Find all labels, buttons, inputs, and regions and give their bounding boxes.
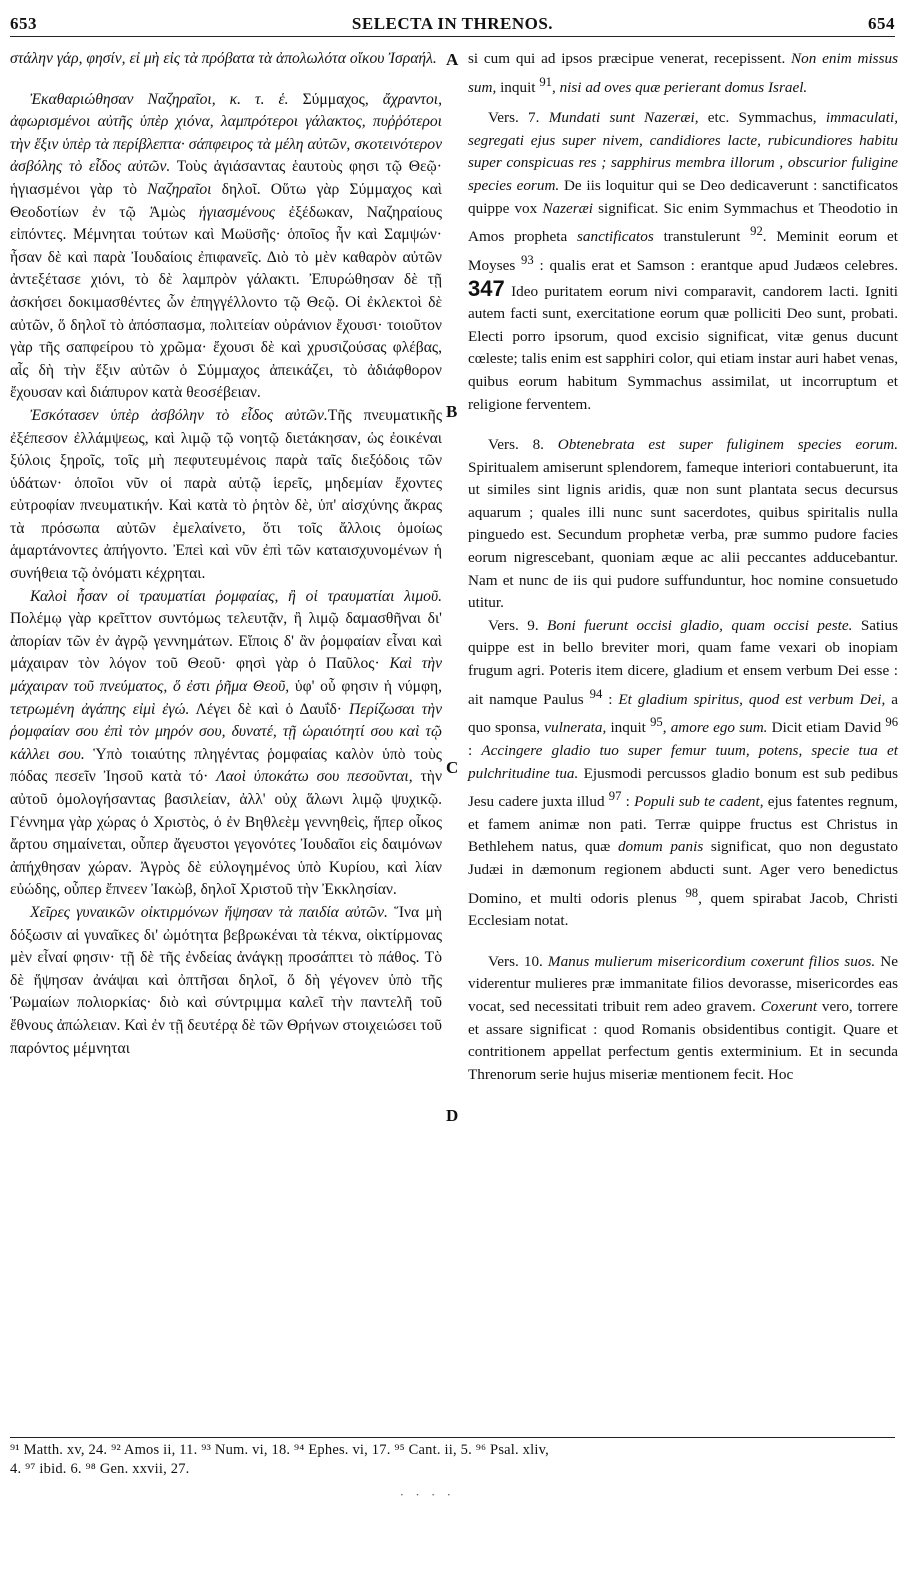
latin-paragraph-4: Vers. 9. Boni fuerunt occisi gladio, quam occisi peste. Satius quippe est in bello breviter mori, quam fame vexari ob inopiam frugum agri. Poteris item dicere, gladium et ensem verbum Dei esse : ait namque Paulus $^{94}$ : Et gladium spiritus, quod est verbum Dei, a quo sponsa, vulnerata, inquit $^{95}$, amore ego sum. Dicit etiam David $^{96}$ : Accingere gladio tuo super femur tuum, potens, specie tua et pulchritudine tua. Ejusmodi percussos gladio bonum est sub pedibus Jesu cadere juxta illud $^{97}$ : Populi sub te cadent, ejus fatentes regnum, et famem animæ non pati. Terræ quippe fructus est Christus in Bethlehem natus, quæ domum panis significat, quo non degustato Judæi in dæmonum regionem abducti sunt. Ager vero benedictus Domino, et multi odoris plenus $^{98}$, quem spirabat Jacob, Christi Ecclesiam notat. (468, 616, 899, 930)
latin-column (468, 48, 898, 1086)
footnote-ref: 93 (521, 252, 534, 267)
running-title: SELECTA IN THRENOS. (351, 14, 554, 33)
footnotes (10, 1441, 895, 1479)
section-number: 347 (468, 275, 505, 301)
latin-lemma: Mundati sunt Nazeræi, (548, 109, 699, 127)
greek-lemma: Ἐσκότασεν ὑπὲρ ἀσβόλην τὸ εἶδος αὐτῶν. (30, 406, 328, 424)
footnote-ref: 97 (608, 789, 622, 804)
greek-lemma: Καλοὶ ἦσαν οἱ τραυματίαι ῥομφαίας, ἢ οἱ τραυματίαι λιμοῦ. (30, 587, 442, 605)
latin-lemma: Boni fuerunt occisi gladio, quam occisi peste. (547, 616, 853, 634)
footnote-line-1: ⁹¹ Matth. xv, 24. ⁹² Amos ii, 11. ⁹³ Num. vi, 18. ⁹⁴ Ephes. vi, 17. ⁹⁵ Cant. ii, 5. ⁹⁶ Psal. xliv, (10, 1442, 549, 1458)
footnote-ref: 95 (650, 715, 663, 730)
greek-paragraph-2: Ἐκαθαριώθησαν Ναζηραῖοι, κ. τ. ἑ. Σύμμαχος, ἄχραντοι, ἀφωρισμένοι αὐτῆς ὑπὲρ χιόνα, λαμπρότεροι γάλακτος, πυῤῥότεροι τὴν ἕξιν ὑπὲρ τὰ περίβλεπτα· σάπφειρος τὰ μέλη αὐτῶν, σκοτεινότερον ἀσβόλης τὸ εἶδος αὐτῶν. Τοὺς ἁγιάσαντας ἑαυτοὺς φησι τῷ Θεῷ· ἡγιασμένοι γὰρ τὸ Ναζηραῖοι δηλοῖ. Οὕτω γὰρ Σύμμαχος καὶ Θεοδοτίων ἐν τῷ Ἀμὼς ἡγιασμένους ἐξέδωκαν, Ναζηραίους εἰπόντες. Μέμνηται τούτων καὶ Μωϋσῆς· ὁποῖος ἦν καὶ Σαμψών· ἦσαν δὲ καὶ παρὰ Ἰουδαίοις ἐπιφανεῖς. Διὸ τὸ μὲν καθαρὸν αὐτῶν ἀντεξέτασε χιόνι, τὸ δὲ λαμπρὸν γάλακτι. Ἐπυρώθησαν δὲ τῇ ἀσκήσει δοκιμασθέντες ὧν ἐπηγγέλλοντο τῷ Θεῷ. Οἱ ἐκλεκτοὶ δὲ αὐτῶν, ὅ δηλοῖ τὸ ἀπόσπασμα, πολιτείαν οὐράνιον ἔχουσι· τοιοῦτον γὰρ τῆς σαπφείρου τὸ χρῶμα· ἔχουσι δὲ καὶ χρυσιζούσας φλέβας, αἷς δὴ τὴν ἕξιν αὐτῶν ὁ Σύμμαχος ἀπεικάζει, τὸ ἀδιάφθορον ἔχουσαν καὶ διάπυρον κατὰ θεοσέβειαν. (10, 90, 443, 402)
greek-paragraph-3: Ἐσκότασεν ὑπὲρ ἀσβόλην τὸ εἶδος αὐτῶν.Τῆς πνευματικῆς ἐξέπεσον ἐλλάμψεως, καὶ λιμῷ τῷ νοητῷ διετάκησαν, ὡς ἐοικέναι ξύλοις ξηροῖς, τοῖς μὴ πεφυτευμένοις παρὰ ταῖς διεξόδοις τῶν ὑδάτων· ὁποῖοι νῦν οἱ παρὰ αὐτῷ ἱερεῖς, μηδεμίαν ἔχοντες εὐτροφίαν πνευματικήν. Καὶ κατὰ τὸ ῥητὸν δὲ, ὑπ' αἰσχύνης ἄκρας τὰ πρόσωπα αὐτῶν ἐμελαίνετο, ὅτι τοῖς ἄλλοις ὁμοίως ἁμαρτάνοντες ἀπήγοντο. Ἐπεὶ καὶ νῦν ἐπὶ τῶν καταισχυνομένων ἡ συνήθεια τῷ ὀνόματι κέχρηται. (10, 406, 442, 583)
page-number-left: 653 (10, 14, 37, 33)
latin-lemma: Obtenebrata est super fuliginem species eorum. (557, 436, 898, 454)
column-marker-b: B (446, 402, 458, 421)
latin-paragraph-3: Vers. 8. Obtenebrata est super fuliginem species eorum. Spiritualem amiserunt splendorem, fameque interiori contabuerunt, ita ut similes sint lignis aridis, quæ non sunt plantata secus decursus aquarum ; quales illi nunc sunt sacerdotes, quibus spiritalis nulla pinguedo est. Secundum prophetæ verba, præ summo pudore facies eorum nigrescebant, quoniam æque ac alii peccantes adducebantur. Nam et nunc de iis qui pudore suffunduntur, hoc nomine consuetudo utitur. (468, 436, 898, 612)
page-number-right: 654 (868, 14, 895, 33)
column-marker-d: D (446, 1106, 459, 1125)
greek-lemma: Ἐκαθαριώθησαν Ναζηραῖοι, κ. τ. ἑ. (30, 90, 289, 108)
footnote-ref: 94 (589, 686, 603, 701)
column-marker-c: C (446, 758, 459, 777)
running-header (10, 14, 895, 37)
latin-paragraph-1: si cum qui ad ipsos præcipue venerat, recepissent. Non enim missus sum, inquit $^{91}$, nisi ad oves quæ perierant domus Israel. (468, 50, 898, 96)
greek-lemma: Χεῖρες γυναικῶν οἰκτιρμόνων ἥψησαν τὰ παιδία αὐτῶν. (30, 903, 388, 921)
page-ornament: · · · · (400, 1488, 455, 1502)
greek-paragraph-1: στάλην γάρ, φησίν, εἰ μὴ εἰς τὰ πρόβατα τὰ ἀπολωλότα οἴκου Ἰσραήλ. (10, 50, 437, 67)
greek-paragraph-4: Καλοὶ ἦσαν οἱ τραυματίαι ῥομφαίας, ἢ οἱ τραυματίαι λιμοῦ. Πολέμῳ γὰρ κρεῖττον συντόμως τελευτᾷν, ἢ λιμῷ δαμασθῆναι δι' ἀπορίαν τῶν ἐν ἀγρῷ γεννημάτων. Εἴποις δ' ἂν ῥομφαίαν εἶναι καὶ μάχαιραν τὸν λόγον τοῦ Θεοῦ· φησὶ γὰρ ὁ Παῦλος· Καὶ τὴν μάχαιραν τοῦ πνεύματος, ὅ ἐστι ῥῆμα Θεοῦ, ὑφ' οὗ φησιν ἡ νύμφη, τετρωμένη ἀγάπης εἰμὶ ἐγώ. Λέγει δὲ καὶ ὁ Δαυΐδ· Περίζωσαι τὴν ῥομφαίαν σου ἐπὶ τὸν μηρόν σου, δυνατέ, τῇ ὡραιότητί σου καὶ τῷ κάλλει σου. Ὑπὸ τοιαύτης πληγέντας ῥομφαίας καλὸν ὑπὸ τοὺς πόδας πεσεῖν Ἰησοῦ κατὰ τό· Λαοὶ ὑποκάτω σου πεσοῦνται, τὴν αὐτοῦ ὁμολογήσαντας βασιλείαν, ἀλλ' οὐχ ἅλωνι λιμῷ ψυχικῷ. Γέννημα γὰρ χώρας ὁ Χριστὸς, ὁ ἐν Βηθλεὲμ γεννηθεὶς, ἥπερ οἶκος ἄρτου σημαίνεται, οὗπερ ἄγευστοι γεγονότες Ἰουδαῖοι εἰς δαιμόνων ἀπήχθησαν χώραν. Ἀγρὸς δὲ εὐλογημένος ὑπὸ Κυρίου, καὶ λίαν εὐώδης, οὗπερ ἔπνεεν Ἰακὼβ, δηλοῖ Χριστοῦ τὴν Ἐκκλησίαν. (10, 587, 442, 899)
footnote-ref: 91 (539, 74, 552, 89)
footnote-ref: 98 (685, 885, 699, 900)
latin-lemma: Manus mulierum misericordium coxerunt filios suos. (547, 952, 876, 970)
footnote-line-2: 4. ⁹⁷ ibid. 6. ⁹⁸ Gen. xxvii, 27. (10, 1461, 190, 1477)
latin-paragraph-2: Vers. 7. Mundati sunt Nazeræi, etc. Symmachus, immaculati, segregati ejus super nivem, candidiores lacte, rubicundiores habitu super conspicuas res ; sapphirus membra illorum , obscurior fuligine species eorum. De iis loquitur qui se Deo dedicaverunt : sanctificatos quippe vox Nazeræi significat. Sic enim Symmachus et Theodotio in Amos propheta sanctificatos transtulerunt $^{92}$. Meminit eorum et Moyses $^{93}$ : qualis erat et Samson : erantque apud Judæos celebres. 347 Ideo puritatem eorum nivi comparavit, candorem lacti. Igniti autem facti sunt, exercitatione eorum quæ polliciti Deo sunt, probati. Electi porro ipsorum, quod excisio significat, vitæ genus ducunt cœleste; talis enim est sapphiri color, qui etiam instar auri habet venas, quibus eorum habitum Symmachus assimilat, ut incorruptum et religione ferventem. (468, 109, 899, 413)
column-marker-a: A (446, 50, 459, 69)
footnote-ref: 92 (750, 224, 763, 239)
footnote-rule (10, 1437, 895, 1438)
greek-column (10, 48, 442, 1060)
latin-paragraph-5: Vers. 10. Manus mulierum misericordium coxerunt filios suos. Ne viderentur mulieres præ immanitate filios devorasse, misericordes eas vocat, sed necessitati tribuit rem adeo gravem. Coxerunt vero, torrere et assare significat : quod Romanis obsidentibus contigit. Quare et contritionem appellat perfectum gentis exterminium. Et in secunda Threnorum serie hujus miseriæ mentionem fecit. Hoc (468, 952, 898, 1083)
footnote-ref: 96 (885, 715, 899, 730)
greek-paragraph-5: Χεῖρες γυναικῶν οἰκτιρμόνων ἥψησαν τὰ παιδία αὐτῶν. Ἵνα μὴ δόξωσιν αἱ γυναῖκες δι' ὠμότητα βεβρωκέναι τὰ τέκνα, οἰκτίρμονας μὲν εἶναί φησιν· τῇ δὲ τῆς ἐνδείας ἀνάγκῃ προσάπτει τὸ πάθος. Τὸ δὲ ἥψησαν ἀνάψαι καὶ ὀπτῆσαι δηλοῖ, ὅ δὴ γέγονεν ὑπὸ τῆς Ῥωμαίων πολιορκίας· διὸ καὶ σύντριμμα καλεῖ τὴν παντελῆ τοῦ ἔθνους ἀπώλειαν. Καὶ ἐν τῇ δευτέρᾳ δὲ τῶν Θρήνων στοιχειώσει τοῦ παρόντος μέμνηται (10, 903, 442, 1057)
